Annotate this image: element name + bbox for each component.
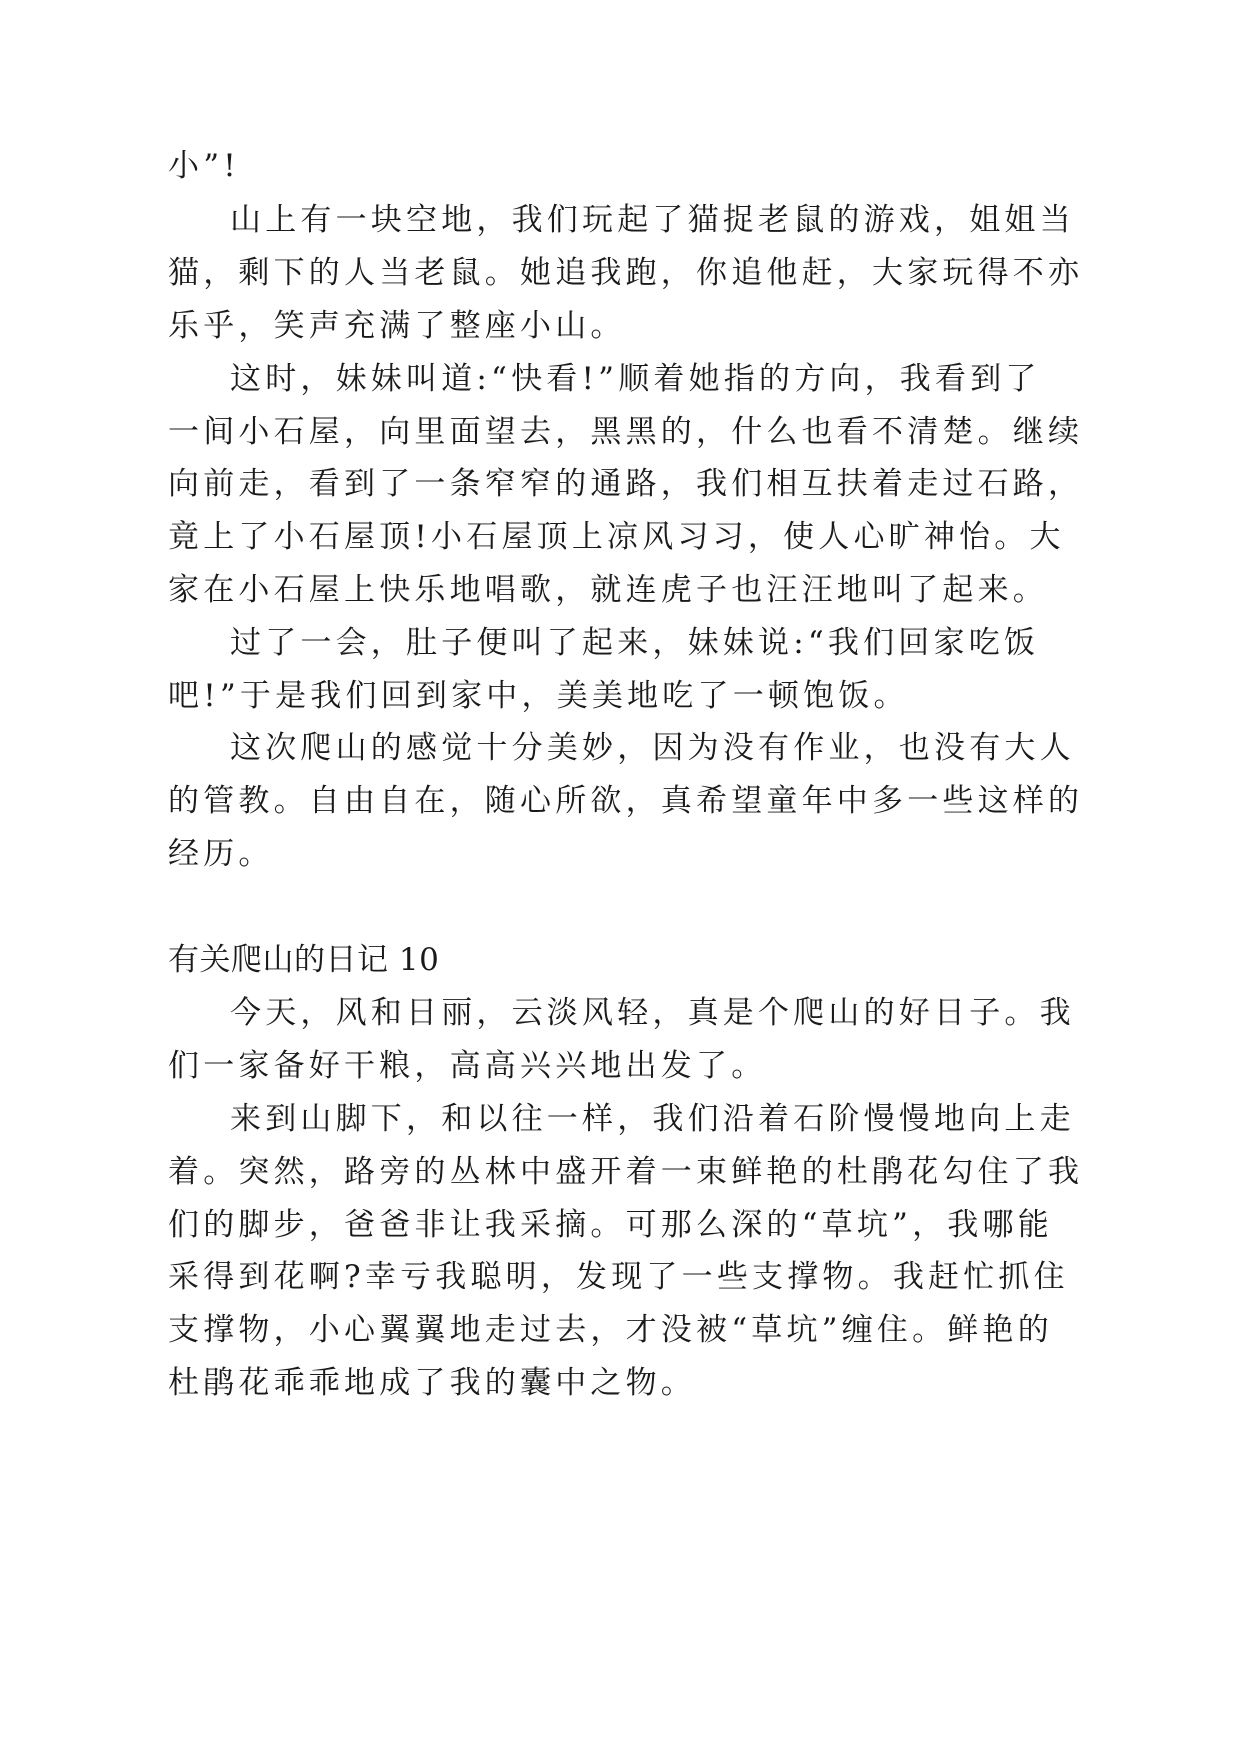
- text-line: 这时，妹妹叫道:“快看!”顺着她指的方向，我看到了: [230, 361, 1041, 397]
- text-line: 们一家备好干粮，高高兴兴地出发了。: [168, 1048, 767, 1084]
- text-line: 今天，风和日丽，云淡风轻，真是个爬山的好日子。我: [230, 995, 1075, 1031]
- text-line: 乐乎，笑声充满了整座小山。: [168, 308, 626, 344]
- text-line: 采得到花啊?幸亏我聪明，发现了一些支撑物。我赶忙抓住: [168, 1259, 1069, 1295]
- text-line: 们的脚步，爸爸非让我采摘。可那么深的“草坑”，我哪能: [168, 1207, 1053, 1243]
- text-line: 一间小石屋，向里面望去，黑黑的，什么也看不清楚。继续: [168, 414, 1084, 450]
- text-line: 猫，剩下的人当老鼠。她追我跑，你追他赶，大家玩得不亦: [168, 255, 1084, 291]
- text-line: 着。突然，路旁的丛林中盛开着一束鲜艳的杜鹃花勾住了我: [168, 1154, 1084, 1190]
- section-title: 有关爬山的日记 10: [168, 942, 440, 978]
- text-line: 经历。: [168, 836, 274, 872]
- text-line: 山上有一块空地，我们玩起了猫捉老鼠的游戏，姐姐当: [230, 202, 1075, 238]
- text-line: 向前走，看到了一条窄窄的通路，我们相互扶着走过石路，: [168, 466, 1084, 502]
- text-line: 支撑物，小心翼翼地走过去，才没被“草坑”缠住。鲜艳的: [168, 1312, 1053, 1348]
- text-line: 杜鹃花乖乖地成了我的囊中之物。: [168, 1365, 696, 1401]
- text-line: 竟上了小石屋顶!小石屋顶上凉风习习，使人心旷神怡。大: [168, 519, 1065, 555]
- text-line: 家在小石屋上快乐地唱歌，就连虎子也汪汪地叫了起来。: [168, 572, 1048, 608]
- text-line: 吧!”于是我们回到家中，美美地吃了一顿饱饭。: [168, 678, 909, 714]
- text-line: 过了一会，肚子便叫了起来，妹妹说:“我们回家吃饭: [230, 625, 1040, 661]
- text-line: 这次爬山的感觉十分美妙，因为没有作业，也没有大人: [230, 730, 1075, 766]
- text-line: 小”!: [168, 148, 240, 184]
- text-line: 来到山脚下，和以往一样，我们沿着石阶慢慢地向上走: [230, 1101, 1075, 1137]
- text-line: 的管教。自由自在，随心所欲，真希望童年中多一些这样的: [168, 783, 1084, 819]
